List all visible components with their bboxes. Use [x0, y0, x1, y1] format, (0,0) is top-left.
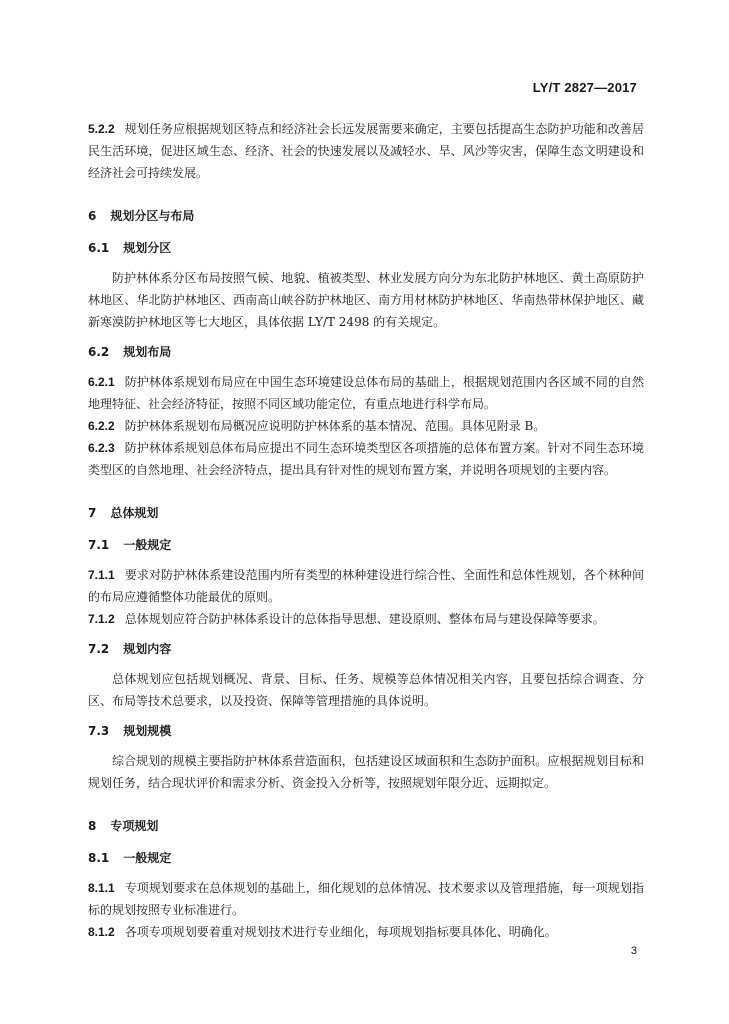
clause-text: 总体规划应符合防护林体系设计的总体指导思想、建设原则、整体布局与建设保障等要求。 [124, 612, 605, 626]
section-heading-6-2 [88, 342, 644, 362]
clause-number: 6.2.2 [88, 419, 115, 433]
clause-number: 8.1.1 [88, 881, 115, 895]
heading-text: 规划布局 [123, 345, 172, 359]
section-heading-6-1 [88, 238, 644, 258]
clause-7-1-2 [88, 608, 644, 630]
heading-text: 规划分区与布局 [110, 209, 195, 223]
section-heading-7-3 [88, 721, 644, 741]
heading-number: 6.2 [88, 345, 110, 359]
clause-text: 规划任务应根据规划区特点和经济社会长远发展需要来确定，主要包括提高生态防护功能和改善居民生活环境，促进区域生态、经济、社会的快速发展以及减轻水、旱、风沙等灾害，保障生态文明建设和经济社会可持续发展。 [88, 122, 644, 180]
clause-text: 防护林体系规划布局概况应说明防护林体系的基本情况、范围。具体见附录 B。 [124, 419, 546, 433]
clause-8-1-2 [88, 921, 644, 943]
clause-number: 7.1.2 [88, 612, 115, 626]
clause-number: 5.2.2 [88, 122, 115, 136]
document-body [88, 118, 644, 943]
heading-text: 一般规定 [123, 851, 172, 865]
clause-text: 防护林体系规划总体布局应提出不同生态环境类型区各项措施的总体布置方案。针对不同生态环境类型区的自然地理、社会经济特点，提出具有针对性的规划布置方案，并说明各项规划的主要内容。 [88, 441, 644, 477]
clause-text: 防护林体系规划布局应在中国生态环境建设总体布局的基础上，根据规划范围内各区域不同的自然地理特征、社会经济特征，按照不同区域功能定位，有重点地进行科学布局。 [88, 375, 644, 411]
heading-text: 一般规定 [123, 538, 172, 552]
section-heading-8 [88, 816, 644, 836]
heading-number: 7 [88, 506, 97, 520]
clause-number: 6.2.3 [88, 441, 115, 455]
paragraph-7-3: 综合规划的规模主要指防护林体系营造面积，包括建设区域面积和生态防护面积。应根据规划目标和规划任务，结合现状评价和需求分析、资金投入分析等，按照规划年限分近、远期拟定。 [88, 754, 644, 790]
clause-text: 专项规划要求在总体规划的基础上，细化规划的总体情况、技术要求以及管理措施，每一项规划指标的规划按照专业标准进行。 [88, 881, 644, 917]
clause-number: 6.2.1 [88, 375, 115, 389]
clause-text: 各项专项规划要着重对规划技术进行专业细化，每项规划指标要具体化、明确化。 [124, 925, 557, 939]
clause-7-1-1 [88, 564, 644, 608]
page-number: 3 [630, 945, 637, 957]
section-heading-7-2 [88, 639, 644, 659]
clause-8-1-1 [88, 877, 644, 921]
heading-text: 规划规模 [123, 724, 172, 738]
heading-number: 8.1 [88, 851, 110, 865]
section-heading-8-1 [88, 848, 644, 868]
clause-6-2-3 [88, 437, 644, 481]
clause-text: 要求对防护林体系建设范围内所有类型的林种建设进行综合性、全面性和总体性规划，各个林种间的布局应遵循整体功能最优的原则。 [88, 568, 644, 604]
section-heading-6 [88, 206, 644, 226]
paragraph-7-2: 总体规划应包括规划概况、背景、目标、任务、规模等总体情况相关内容，且要包括综合调查、分区、布局等技术总要求，以及投资、保障等管理措施的具体说明。 [88, 672, 644, 708]
section-heading-7 [88, 503, 644, 523]
heading-number: 6 [88, 209, 97, 223]
paragraph-6-1: 防护林体系分区布局按照气候、地貌、植被类型、林业发展方向分为东北防护林地区、黄土高原防护林地区、华北防护林地区、西南高山峡谷防护林地区、南方用材林防护林地区、华南热带林保护地区、藏新寒漠防护林地区等七大地区，具体依据 LY/T 2498 的有关规定。 [88, 271, 644, 329]
heading-number: 6.1 [88, 241, 110, 255]
clause-6-2-1 [88, 371, 644, 415]
heading-number: 7.2 [88, 642, 110, 656]
document-code-header: LY/T 2827—2017 [532, 80, 637, 95]
heading-text: 专项规划 [110, 819, 159, 833]
heading-number: 8 [88, 819, 97, 833]
heading-number: 7.1 [88, 538, 110, 552]
clause-6-2-2 [88, 415, 644, 437]
heading-text: 规划内容 [123, 642, 172, 656]
clause-5-2-2 [88, 118, 644, 184]
heading-number: 7.3 [88, 724, 110, 738]
clause-number: 7.1.1 [88, 568, 115, 582]
heading-text: 规划分区 [123, 241, 172, 255]
heading-text: 总体规划 [110, 506, 159, 520]
clause-number: 8.1.2 [88, 925, 115, 939]
section-heading-7-1 [88, 535, 644, 555]
